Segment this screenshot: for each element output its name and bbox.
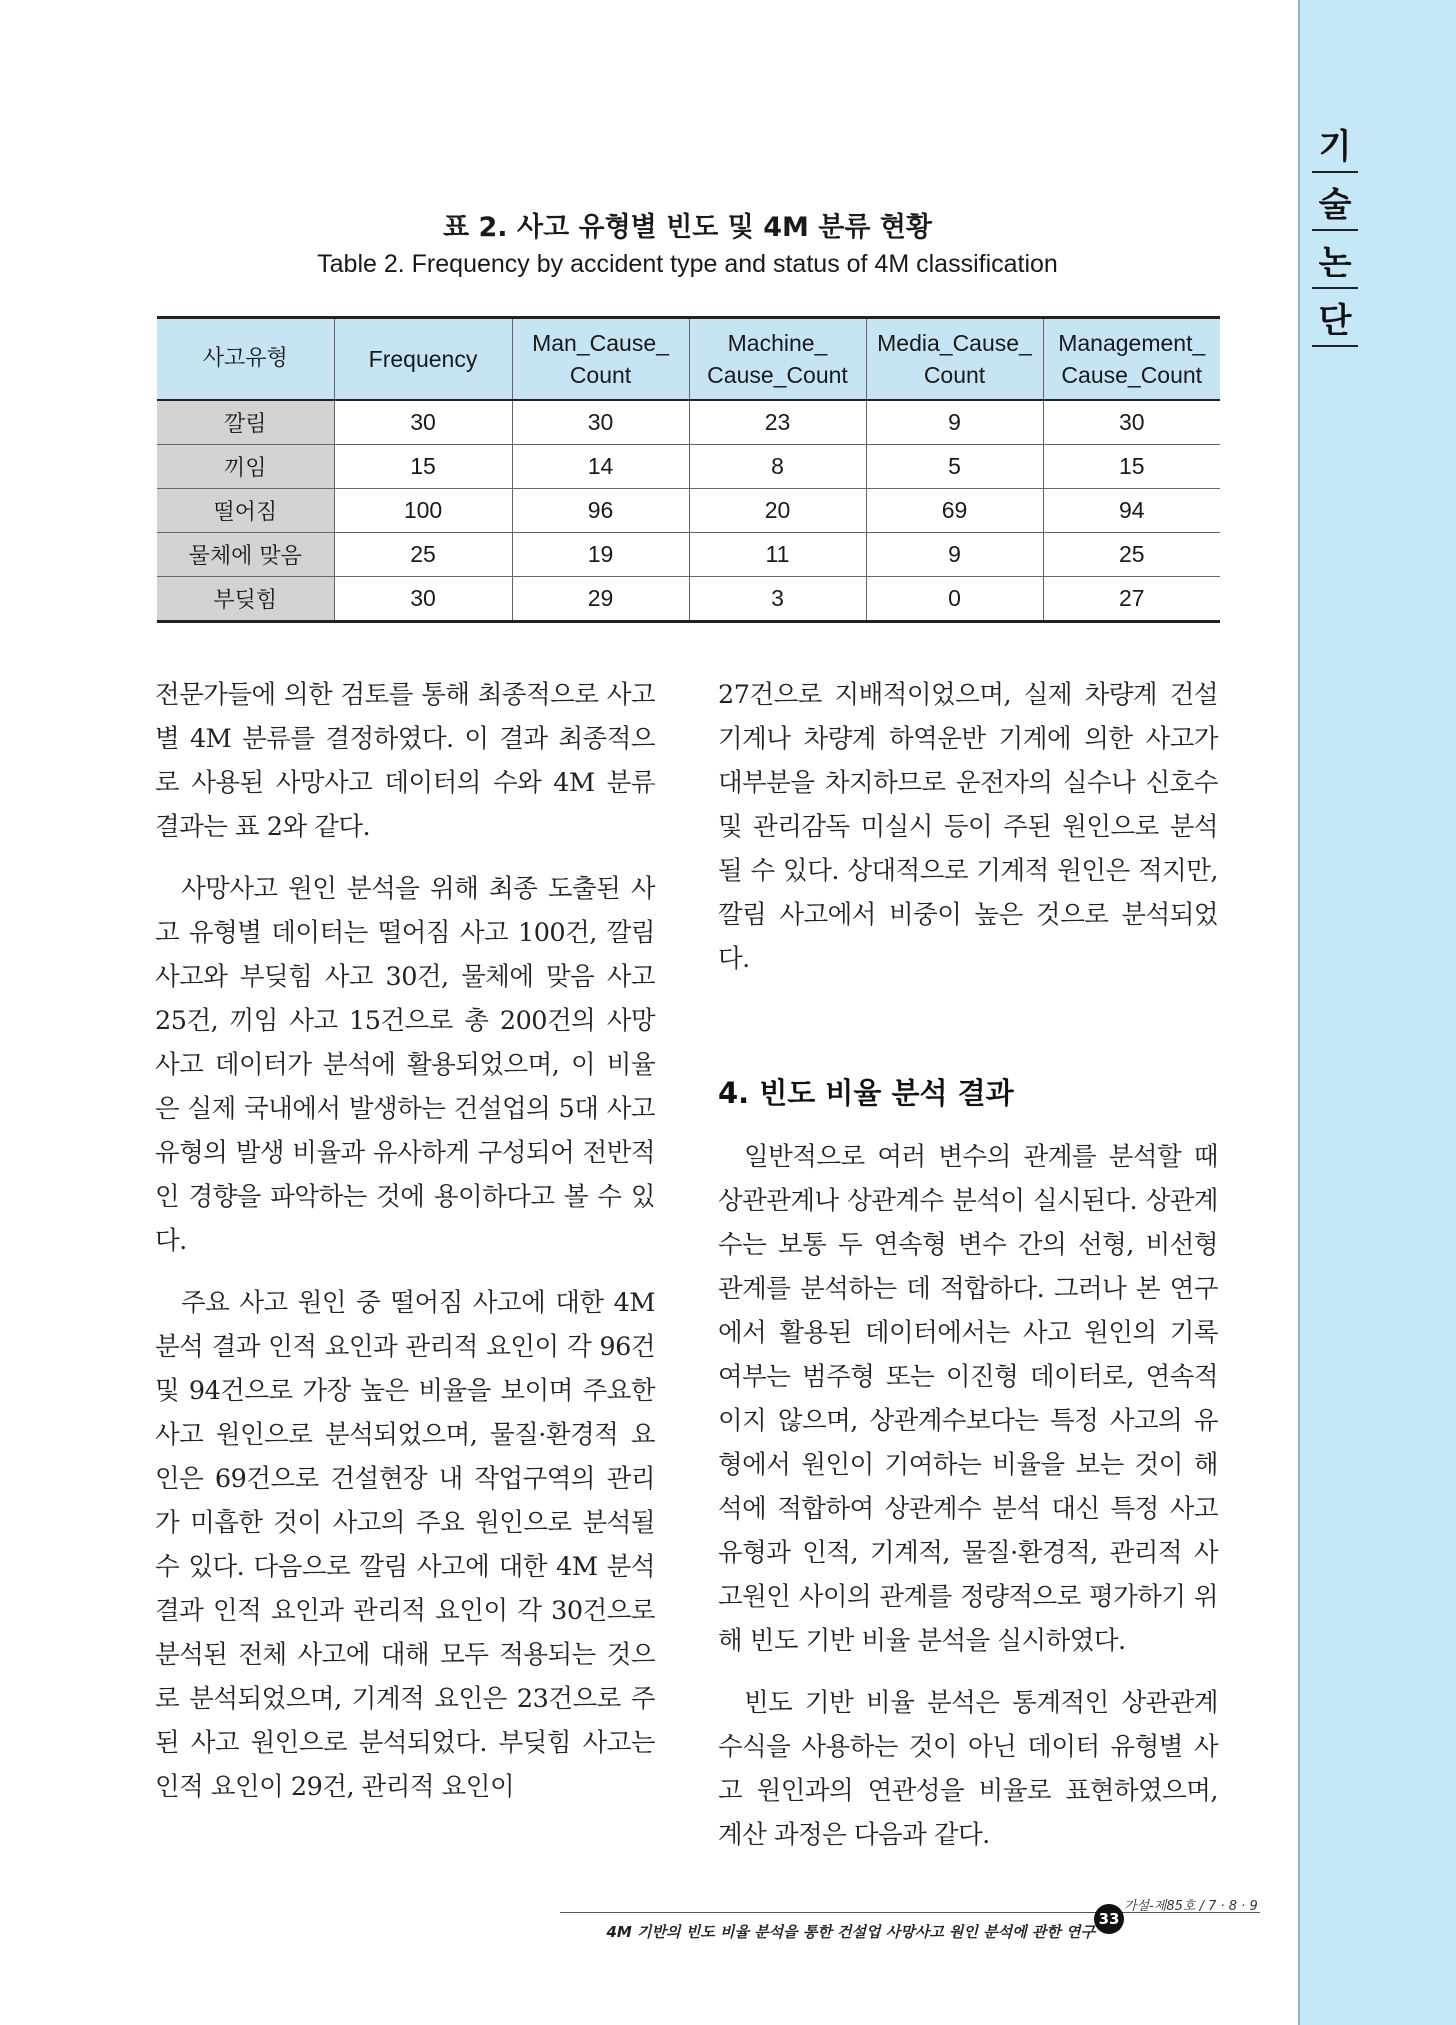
page-number: 33 xyxy=(1094,1904,1124,1934)
table-cell: 25 xyxy=(334,533,512,577)
table-caption-korean: 표 2. 사고 유형별 빈도 및 4M 분류 현황 xyxy=(443,212,932,243)
table-cell: 0 xyxy=(866,577,1043,622)
right-text-column xyxy=(718,673,1218,1875)
table-cell: 9 xyxy=(866,400,1043,445)
table-cell: 15 xyxy=(1043,445,1220,489)
table-cell: 30 xyxy=(1043,400,1220,445)
column-header: Media_Cause_ Count xyxy=(866,318,1043,401)
accident-type-cell: 물체에 맞음 xyxy=(157,533,334,577)
column-header: 사고유형 xyxy=(157,318,334,401)
side-tab-char: 술 xyxy=(1312,173,1358,231)
running-title: 4M 기반의 빈도 비율 분석을 통한 건설업 사망사고 원인 분석에 관한 연구 xyxy=(606,1923,1095,1941)
body-paragraph: 일반적으로 여러 변수의 관계를 분석할 때 상관관계나 상관계수 분석이 실시된다. 상관계수는 보통 두 연속형 변수 간의 선형, 비선형 관계를 분석하는 데 적합하다. 그러나 본 연구에서 활용된 데이터에서는 사고 원인의 기록 여부는 범주형 또는 이진형 데이터로, 연속적이지 않으며, 상관계수보다는 특정 사고의 유형에서 원인이 기여하는 비율을 보는 것이 해석에 적합하여 상관계수 분석 대신 특정 사고 유형과 인적, 기계적, 물질·환경적, 관리적 사고원인 사이의 관계를 정량적으로 평가하기 위해 빈도 기반 비율 분석을 실시하였다. xyxy=(718,1142,1218,1656)
accident-4m-table xyxy=(157,316,1220,623)
table-caption-english: Table 2. Frequency by accident type and status of 4M classification xyxy=(317,250,1058,278)
journal-issue: 가설-제85호 / 7 · 8 · 9 xyxy=(1124,1899,1258,1914)
side-tab-char: 논 xyxy=(1312,231,1358,289)
table-cell: 94 xyxy=(1043,489,1220,533)
table-row xyxy=(157,445,1220,489)
body-paragraph: 주요 사고 원인 중 떨어짐 사고에 대한 4M 분석 결과 인적 요인과 관리적 요인이 각 96건 및 94건으로 가장 높은 비율을 보이며 주요한 사고 원인으로 분석되었으며, 물질·환경적 요인은 69건으로 건설현장 내 작업구역의 관리가 미흡한 것이 사고의 주요 원인으로 분석될 수 있다. 다음으로 깔림 사고에 대한 4M 분석 결과 인적 요인과 관리적 요인이 각 30건으로 분석된 전체 사고에 대해 모두 적용되는 것으로 분석되었으며, 기계적 요인은 23건으로 주된 사고 원인으로 분석되었다. 부딪힘 사고는 인적 요인이 29건, 관리적 요인이 xyxy=(155,1288,655,1802)
table-header-row xyxy=(157,318,1220,401)
side-tab-char: 단 xyxy=(1312,289,1358,347)
table-cell: 8 xyxy=(689,445,866,489)
column-header: Machine_ Cause_Count xyxy=(689,318,866,401)
section-heading: 4. 빈도 비율 분석 결과 xyxy=(718,1076,1014,1110)
table-cell: 15 xyxy=(334,445,512,489)
table-cell: 69 xyxy=(866,489,1043,533)
table-cell: 3 xyxy=(689,577,866,622)
accident-type-cell: 깔림 xyxy=(157,400,334,445)
table-row xyxy=(157,533,1220,577)
body-paragraph: 전문가들에 의한 검토를 통해 최종적으로 사고별 4M 분류를 결정하였다. 이 결과 최종적으로 사용된 사망사고 데이터의 수와 4M 분류 결과는 표 2와 같다. xyxy=(155,680,655,842)
table-cell: 96 xyxy=(512,489,689,533)
side-tab-char: 기 xyxy=(1312,115,1358,173)
table-cell: 9 xyxy=(866,533,1043,577)
table-row xyxy=(157,489,1220,533)
table-cell: 30 xyxy=(512,400,689,445)
column-header: Man_Cause_ Count xyxy=(512,318,689,401)
body-paragraph: 사망사고 원인 분석을 위해 최종 도출된 사고 유형별 데이터는 떨어짐 사고 100건, 깔림 사고와 부딪힘 사고 30건, 물체에 맞음 사고 25건, 끼임 사고 15건으로 총 200건의 사망사고 데이터가 분석에 활용되었으며, 이 비율은 실제 국내에서 발생하는 건설업의 5대 사고유형의 발생 비율과 유사하게 구성되어 전반적인 경향을 파악하는 것에 용이하다고 볼 수 있다. xyxy=(155,874,655,1256)
table-row xyxy=(157,577,1220,622)
table-cell: 5 xyxy=(866,445,1043,489)
accident-type-cell: 끼임 xyxy=(157,445,334,489)
table-cell: 23 xyxy=(689,400,866,445)
table-cell: 100 xyxy=(334,489,512,533)
table-cell: 19 xyxy=(512,533,689,577)
table-cell: 25 xyxy=(1043,533,1220,577)
table-cell: 30 xyxy=(334,577,512,622)
table-cell: 14 xyxy=(512,445,689,489)
table-cell: 20 xyxy=(689,489,866,533)
accident-type-cell: 떨어짐 xyxy=(157,489,334,533)
table-cell: 11 xyxy=(689,533,866,577)
section-side-tab xyxy=(1298,0,1456,2025)
table-row xyxy=(157,400,1220,445)
table-cell: 29 xyxy=(512,577,689,622)
body-paragraph: 빈도 기반 비율 분석은 통계적인 상관관계 수식을 사용하는 것이 아닌 데이터 유형별 사고 원인과의 연관성을 비율로 표현하였으며, 계산 과정은 다음과 같다. xyxy=(718,1688,1218,1850)
table-cell: 27 xyxy=(1043,577,1220,622)
accident-type-cell: 부딪힘 xyxy=(157,577,334,622)
column-header: Frequency xyxy=(334,318,512,401)
left-text-column xyxy=(155,673,655,1827)
column-header: Management_ Cause_Count xyxy=(1043,318,1220,401)
body-paragraph: 27건으로 지배적이었으며, 실제 차량계 건설기계나 차량계 하역운반 기계에 의한 사고가 대부분을 차지하므로 운전자의 실수나 신호수 및 관리감독 미실시 등이 주된 원인으로 분석될 수 있다. 상대적으로 기계적 원인은 적지만, 깔림 사고에서 비중이 높은 것으로 분석되었다. xyxy=(718,680,1218,974)
table-cell: 30 xyxy=(334,400,512,445)
footer-divider xyxy=(560,1912,1260,1913)
